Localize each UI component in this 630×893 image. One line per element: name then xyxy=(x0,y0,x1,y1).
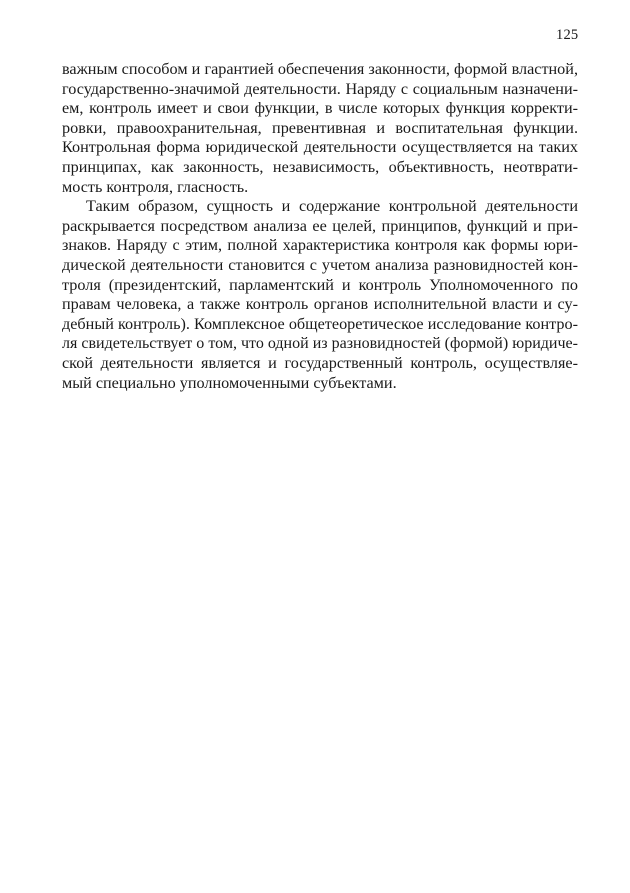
text-line: Контрольная форма юридической деятельности осуществляется на таких xyxy=(62,138,578,157)
page-number: 125 xyxy=(556,27,579,43)
text-line: ля свидетельствует о том, что одной из разновидностей (формой) юридиче- xyxy=(62,335,578,353)
text-line: ской деятельности является и государственный контроль, осуществляе- xyxy=(62,353,578,372)
body-text xyxy=(62,60,578,393)
text-line: ем, контроль имеет и свои функции, в числе которых функция корректи- xyxy=(62,99,578,118)
text-line: ровки, правоохранительная, превентивная и воспитательная функции. xyxy=(62,118,578,137)
text-line: мый специально уполномоченными субъектами. xyxy=(62,373,397,392)
text-line: Таким образом, сущность и содержание контрольной деятельности xyxy=(86,197,578,216)
text-line: знаков. Наряду с этим, полной характеристика контроля как формы юри- xyxy=(62,236,578,255)
text-line: дической деятельности становится с учетом анализа разновидностей кон- xyxy=(62,255,578,274)
text-line: троля (президентский, парламентский и контроль Уполномоченного по xyxy=(62,275,578,294)
paragraph-1 xyxy=(62,60,578,197)
text-line: государственно-значимой деятельности. Наряду с социальным назначени- xyxy=(62,79,578,98)
text-line: принципах, как законность, независимость, объективность, неотврати- xyxy=(62,157,578,176)
text-line: мость контроля, гласность. xyxy=(62,177,249,196)
text-line: дебный контроль). Комплексное общетеоретическое исследование контро- xyxy=(62,314,578,333)
paragraph-2 xyxy=(62,197,578,393)
text-line: раскрывается посредством анализа ее целей, принципов, функций и при- xyxy=(62,216,578,235)
text-line: важным способом и гарантией обеспечения законности, формой властной, xyxy=(62,60,578,78)
text-line: правам человека, а также контроль органов исполнительной власти и су- xyxy=(62,295,578,314)
